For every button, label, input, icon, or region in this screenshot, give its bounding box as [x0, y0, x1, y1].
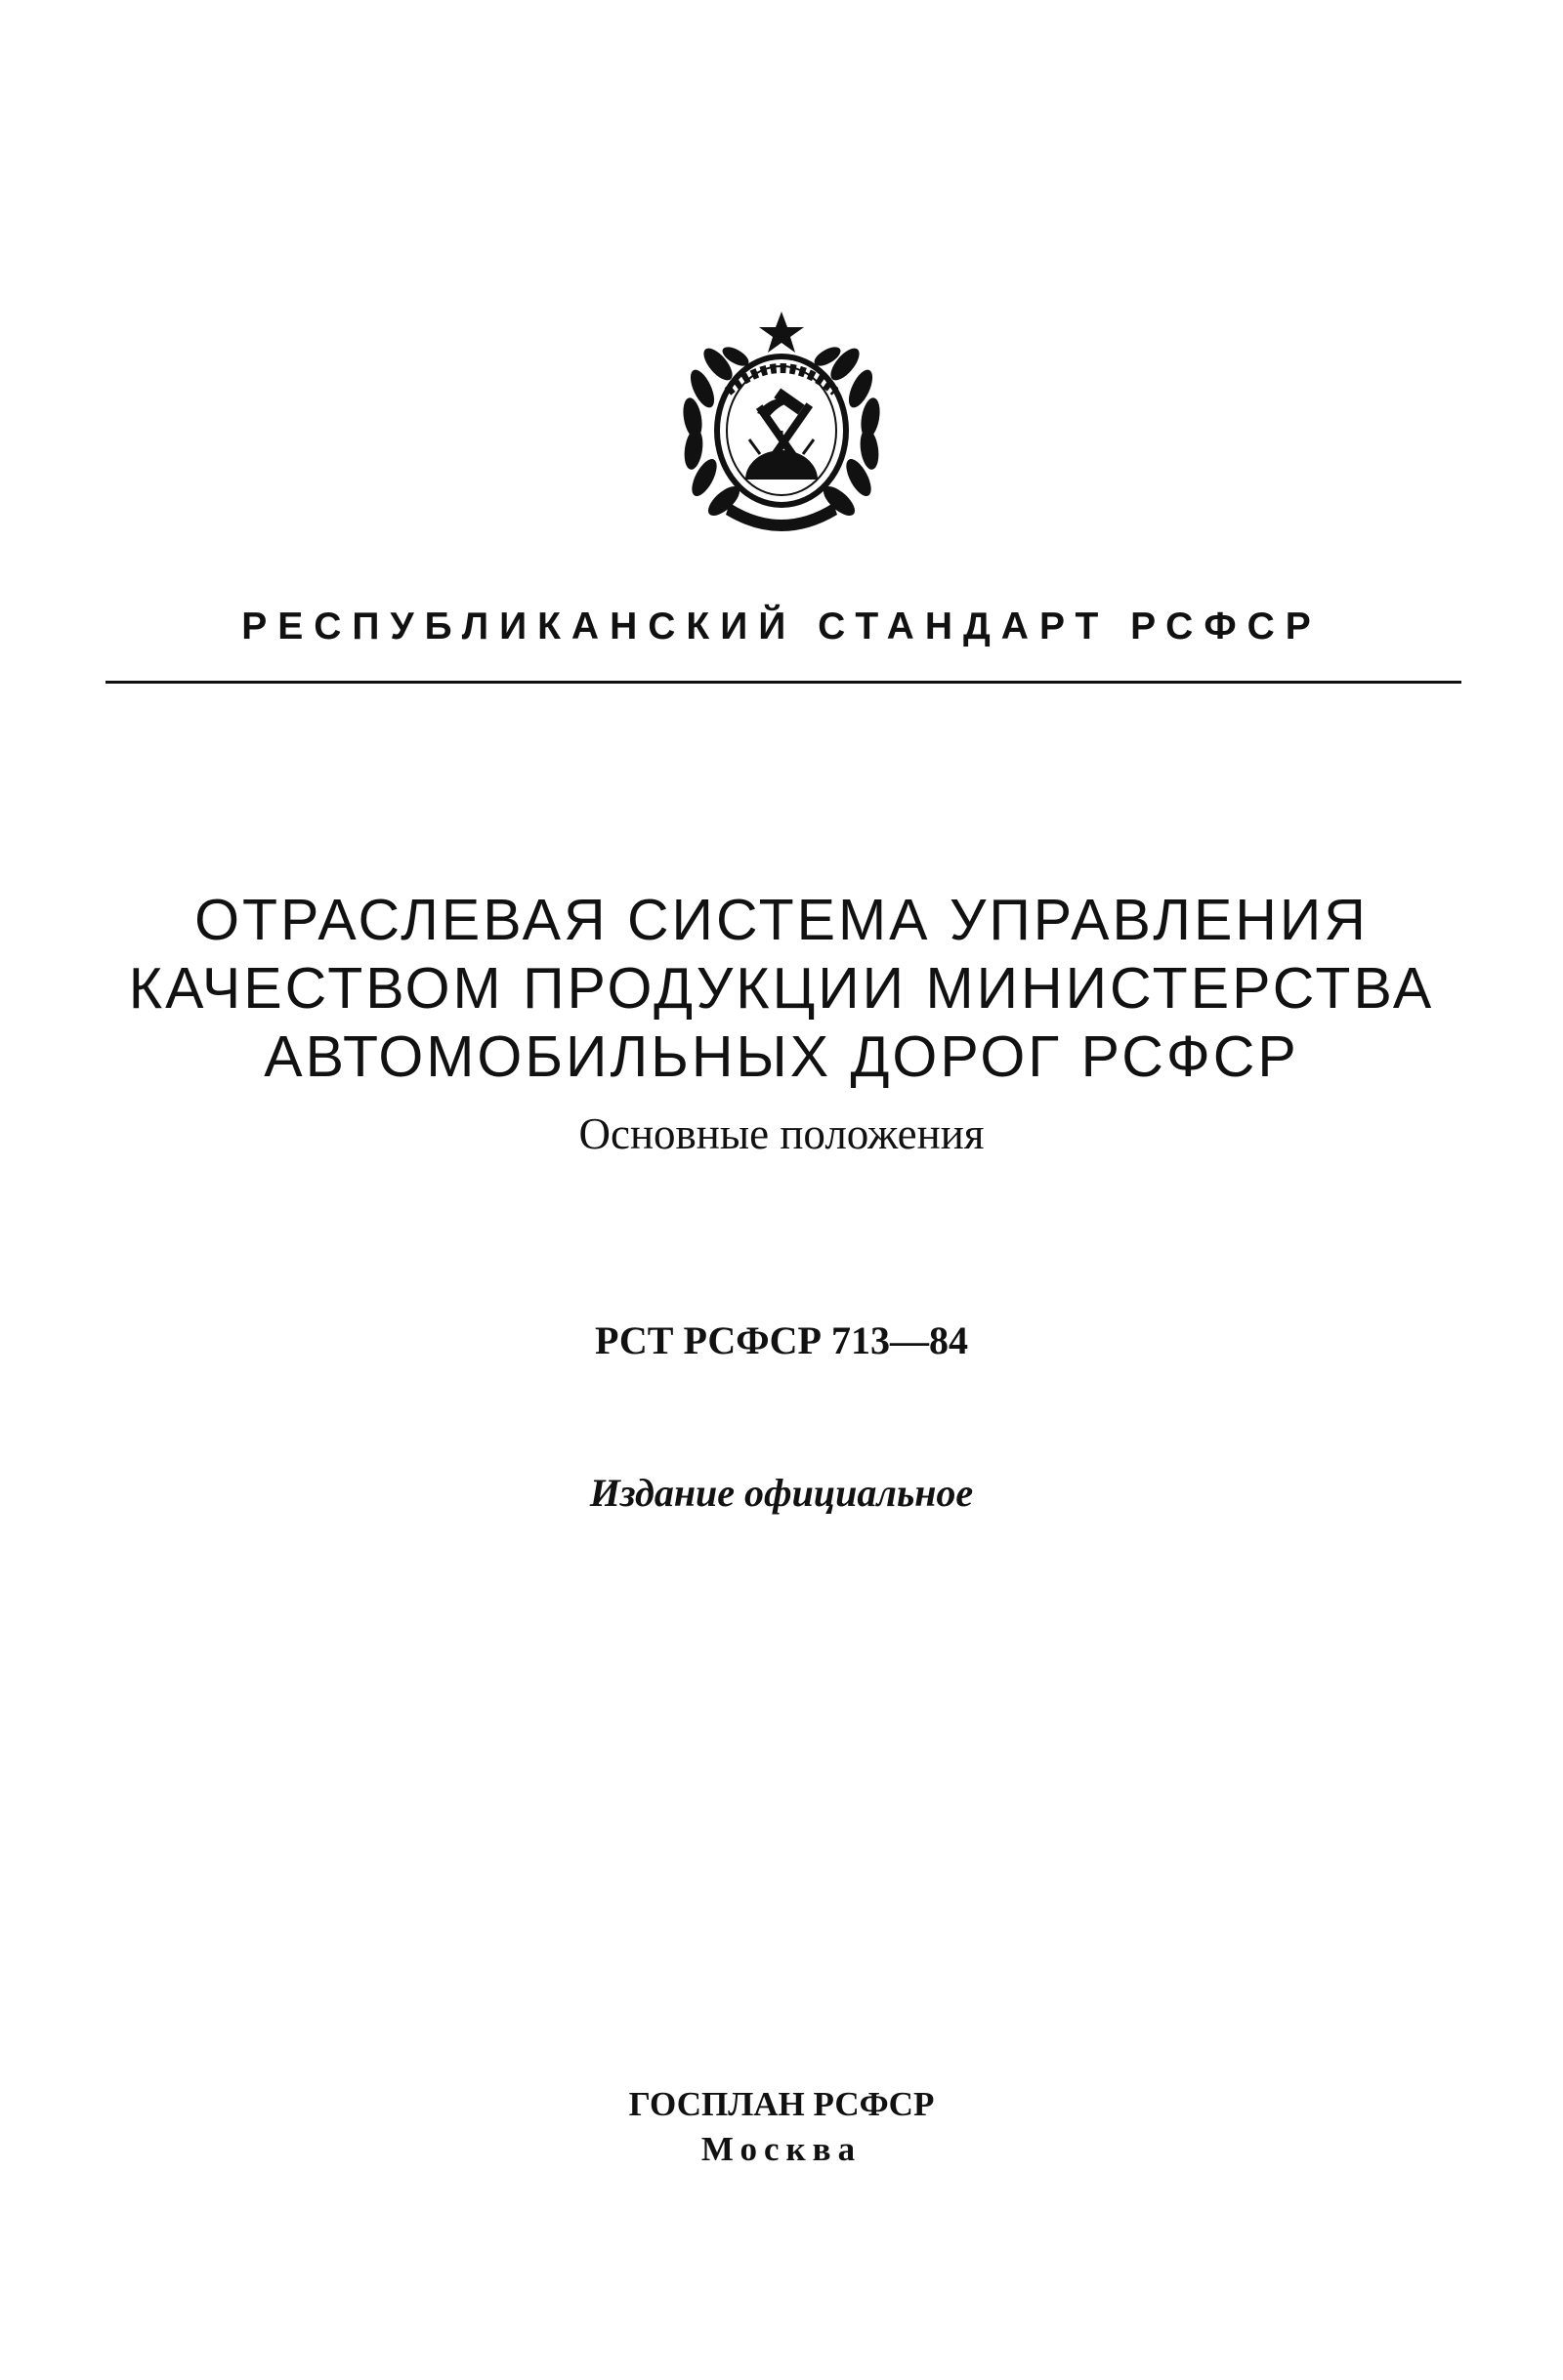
title-line: ОТРАСЛЕВАЯ СИСТЕМА УПРАВЛЕНИЯ: [194, 888, 1369, 952]
publisher-name: ГОСПЛАН РСФСР: [628, 2085, 935, 2123]
standard-code: РСТ РСФСР 713—84: [595, 1318, 968, 1362]
edition-label: Издание официальное: [589, 1471, 974, 1515]
publisher-city: Москва: [700, 2130, 863, 2168]
title-line: КАЧЕСТВОМ ПРОДУКЦИИ МИНИСТЕРСТВА: [128, 956, 1435, 1021]
header-divider: [106, 681, 1461, 684]
document-title: [0, 886, 1563, 1091]
rsfsr-coat-of-arms-icon: [659, 306, 904, 545]
title-line: АВТОМОБИЛЬНЫХ ДОРОГ РСФСР: [264, 1024, 1299, 1089]
series-header: РЕСПУБЛИКАНСКИЙ СТАНДАРТ РСФСР: [241, 605, 1322, 647]
document-subtitle: Основные положения: [578, 1109, 985, 1158]
